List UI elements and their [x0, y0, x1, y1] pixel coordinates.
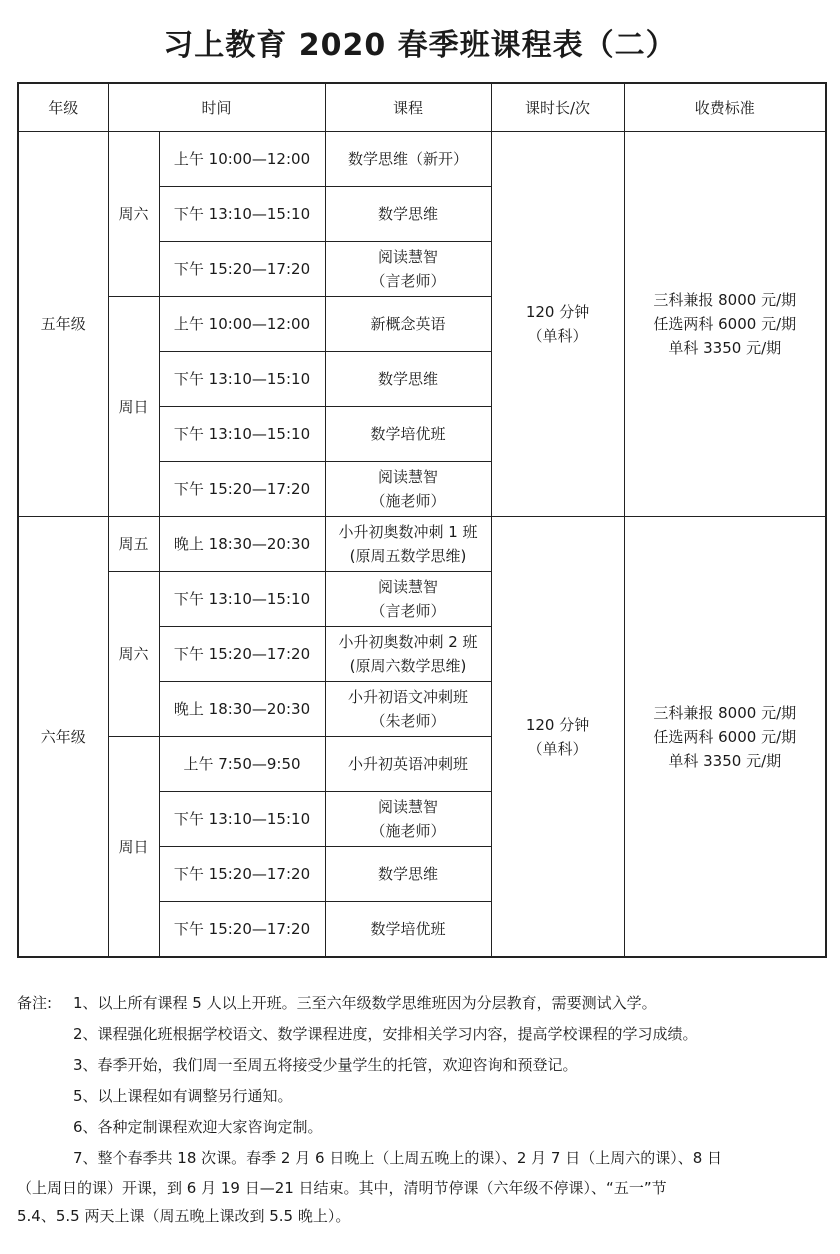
time-cell: 上午 10:00—12:00: [159, 297, 325, 352]
course-teacher: （施老师）: [370, 822, 446, 840]
header-fee: 收费标准: [624, 83, 826, 132]
note-item: [17, 1081, 825, 1112]
note-continuation: 5.4、5.5 两天上课（周五晚上课改到 5.5 晚上）。: [17, 1207, 351, 1225]
time-cell: 上午 7:50—9:50: [159, 737, 325, 792]
course-name: 小升初奥数冲刺 1 班: [338, 523, 478, 541]
header-course: 课程: [325, 83, 491, 132]
header-row: [18, 83, 826, 132]
note-item: [17, 1112, 825, 1143]
notes-section: [17, 988, 825, 1230]
course-cell: [325, 627, 491, 682]
course-cell: [325, 352, 491, 407]
duration-value: 120 分钟: [525, 303, 590, 321]
page-title: 习上教育 2020 春季班课程表（二）: [163, 28, 677, 63]
time-cell: 下午 13:10—15:10: [159, 792, 325, 847]
course-cell: [325, 737, 491, 792]
time-cell: 下午 13:10—15:10: [159, 407, 325, 462]
duration-cell: [491, 517, 624, 958]
duration-cell: [491, 132, 624, 517]
time-cell: 下午 15:20—17:20: [159, 627, 325, 682]
course-name: 小升初奥数冲刺 2 班: [338, 633, 478, 651]
time-cell: 晚上 18:30—20:30: [159, 517, 325, 572]
time-cell: 下午 15:20—17:20: [159, 462, 325, 517]
note-item: [17, 1050, 825, 1081]
course-cell: [325, 187, 491, 242]
course-cell: [325, 132, 491, 187]
grade-cell: 六年级: [18, 517, 108, 958]
time-cell: 下午 15:20—17:20: [159, 242, 325, 297]
course-name: 数学思维: [378, 205, 439, 223]
course-teacher: （施老师）: [370, 492, 446, 510]
note-item: [17, 1019, 825, 1050]
course-teacher: （言老师）: [370, 602, 446, 620]
time-cell: 上午 10:00—12:00: [159, 132, 325, 187]
header-time: 时间: [108, 83, 325, 132]
course-name: 小升初语文冲刺班: [348, 688, 469, 706]
course-cell: [325, 297, 491, 352]
course-cell: [325, 407, 491, 462]
schedule-table: [17, 82, 827, 958]
note-text: 5、以上课程如有调整另行通知。: [73, 1087, 293, 1105]
course-name: 阅读慧智: [378, 578, 439, 596]
course-teacher: （言老师）: [370, 272, 446, 290]
course-name: 数学培优班: [370, 425, 446, 443]
time-cell: 下午 15:20—17:20: [159, 847, 325, 902]
duration-note: （单科）: [527, 327, 588, 345]
note-text: 1、以上所有课程 5 人以上开班。三至六年级数学思维班因为分层教育，需要测试入学。: [73, 994, 657, 1012]
course-name: 阅读慧智: [378, 248, 439, 266]
fee-three: 三科兼报 8000 元/期: [653, 703, 797, 722]
day-cell: 周日: [108, 737, 159, 958]
table-row: [18, 132, 826, 187]
course-teacher: （朱老师）: [370, 712, 446, 730]
course-cell: [325, 902, 491, 958]
header-duration: 课时长/次: [491, 83, 624, 132]
grade-cell: 五年级: [18, 132, 108, 517]
course-cell: [325, 462, 491, 517]
course-cell: [325, 847, 491, 902]
duration-note: （单科）: [527, 739, 588, 758]
note-item: [17, 988, 825, 1019]
course-name: 新概念英语: [370, 315, 446, 333]
table-row: [18, 517, 826, 572]
course-name: 数学思维: [378, 370, 439, 388]
note-text: 6、各种定制课程欢迎大家咨询定制。: [73, 1118, 323, 1136]
time-cell: 下午 13:10—15:10: [159, 352, 325, 407]
fee-cell: [624, 132, 826, 517]
course-cell: [325, 792, 491, 847]
course-cell: [325, 242, 491, 297]
notes-label: 备注:: [17, 994, 53, 1012]
course-cell: [325, 517, 491, 572]
course-name: 数学培优班: [370, 920, 446, 938]
note-continuation: （上周日的课）开课，到 6 月 19 日—21 日结束。其中，清明节停课（六年级不停课）、“五一”节: [17, 1179, 667, 1197]
course-name: 数学思维（新开）: [348, 150, 469, 168]
course-name: 阅读慧智: [378, 468, 439, 486]
note-text: 3、春季开始，我们周一至周五将接受少量学生的托管，欢迎咨询和预登记。: [73, 1056, 578, 1074]
course-name: 阅读慧智: [378, 798, 439, 816]
course-note: (原周六数学思维): [349, 657, 467, 675]
fee-single: 单科 3350 元/期: [668, 339, 782, 357]
note-text: 2、课程强化班根据学校语文、数学课程进度，安排相关学习内容，提高学校课程的学习成绩。: [73, 1025, 698, 1043]
duration-value: 120 分钟: [525, 715, 590, 734]
course-note: (原周五数学思维): [349, 547, 467, 565]
fee-single: 单科 3350 元/期: [668, 751, 782, 770]
day-cell: 周日: [108, 297, 159, 517]
note-item: [17, 1143, 825, 1174]
time-cell: 下午 13:10—15:10: [159, 187, 325, 242]
note-text: 7、整个春季共 18 次课。春季 2 月 6 日晚上（上周五晚上的课）、2 月 7 日（上周六的课）、8 日: [73, 1149, 723, 1167]
day-cell: 周六: [108, 132, 159, 297]
header-grade: 年级: [18, 83, 108, 132]
fee-cell: [624, 517, 826, 958]
fee-two: 任选两科 6000 元/期: [653, 315, 797, 333]
fee-two: 任选两科 6000 元/期: [653, 727, 797, 746]
course-cell: [325, 572, 491, 627]
time-cell: 晚上 18:30—20:30: [159, 682, 325, 737]
fee-three: 三科兼报 8000 元/期: [653, 291, 797, 309]
day-cell: 周五: [108, 517, 159, 572]
course-cell: [325, 682, 491, 737]
time-cell: 下午 15:20—17:20: [159, 902, 325, 958]
time-cell: 下午 13:10—15:10: [159, 572, 325, 627]
day-cell: 周六: [108, 572, 159, 737]
course-name: 数学思维: [378, 865, 439, 883]
course-name: 小升初英语冲刺班: [348, 755, 469, 773]
